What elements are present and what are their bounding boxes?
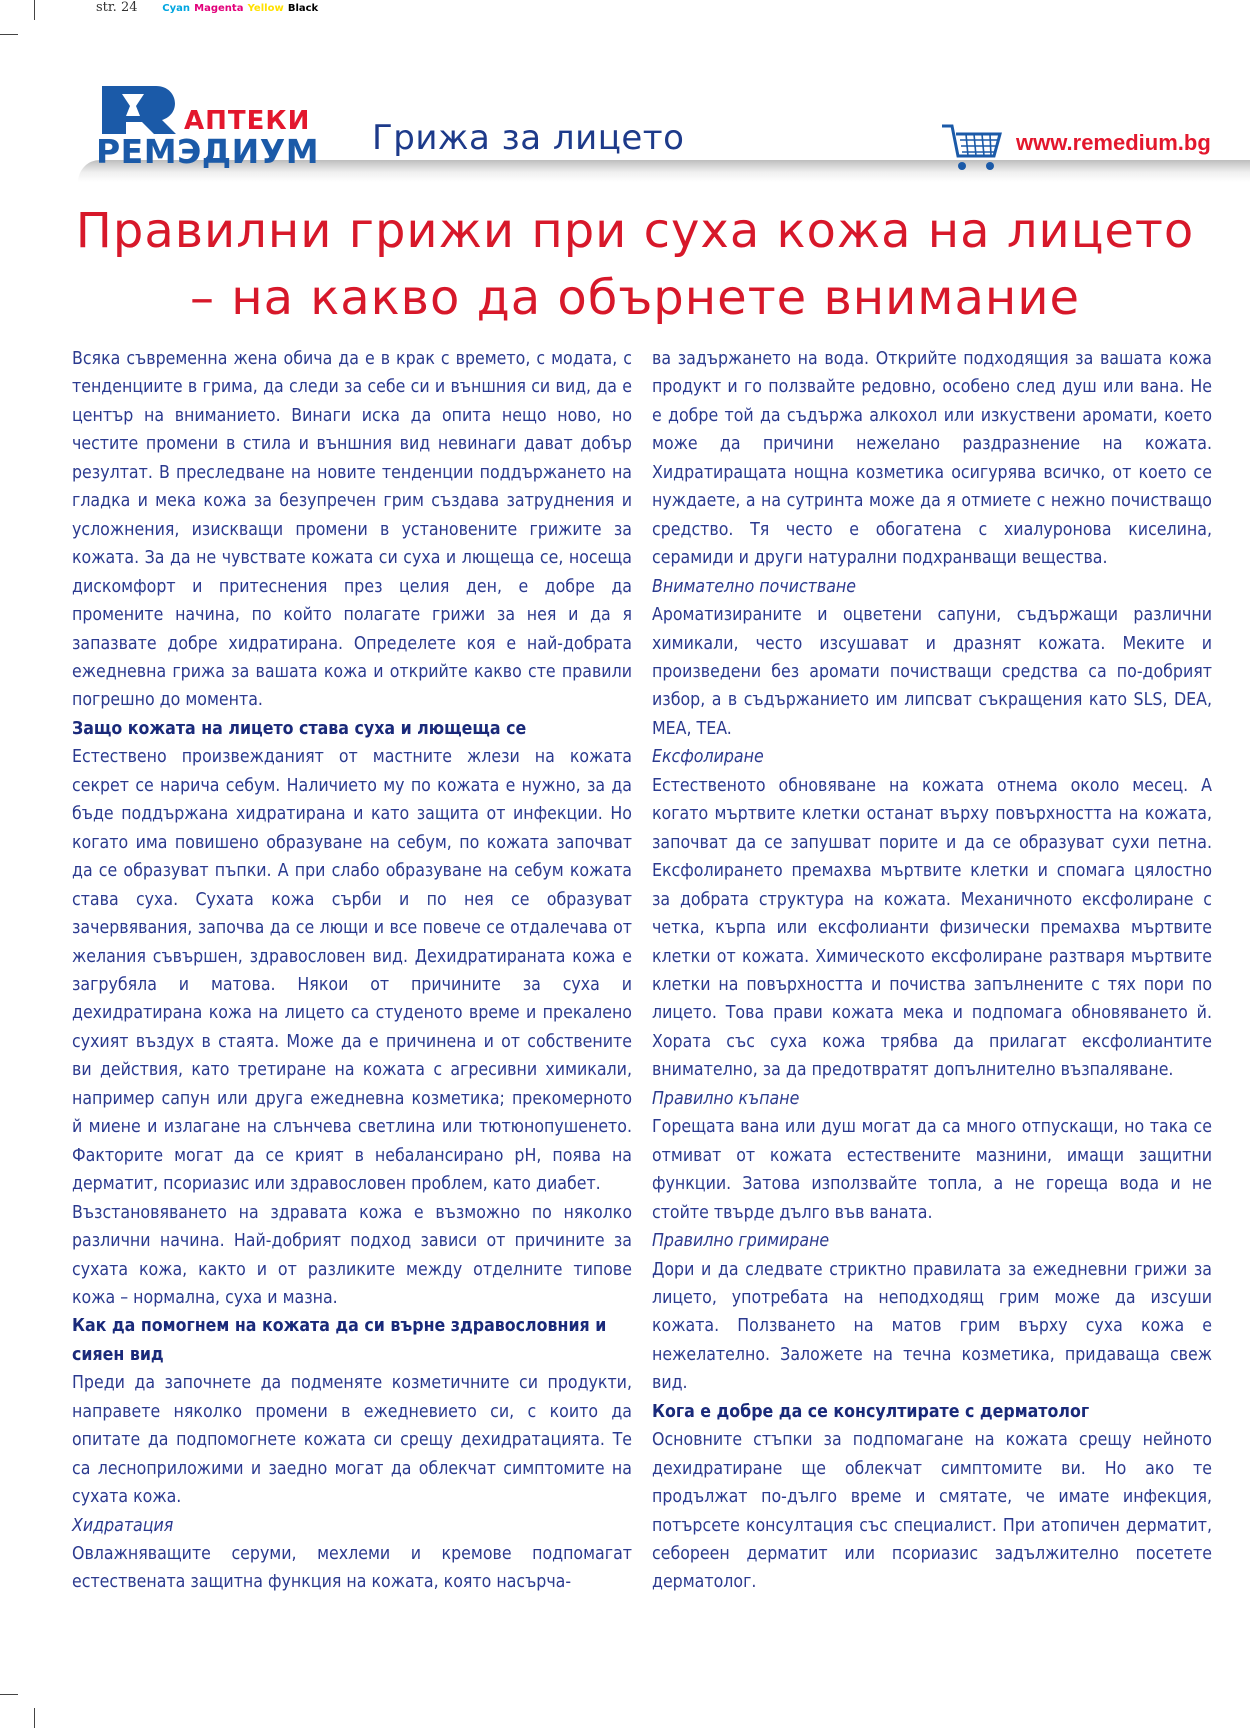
- section-title: Грижа за лицето: [372, 118, 685, 158]
- section-label: Хидратация: [72, 1515, 174, 1536]
- article-right-column: [652, 345, 1212, 1597]
- crop-mark: [0, 34, 18, 35]
- paragraph: Преди да започнете да подменяте козметичните си продукти, направете няколко промени в ежедневието си, с които да опитате да подпомогнете кожата си срещу дехидратацията. Те са лесноприложими и заедно могат да облекчат симптомите на сухата кожа.: [72, 1373, 632, 1508]
- color-bar-magenta: Magenta: [194, 3, 244, 14]
- section-label: Внимателно почистване: [652, 576, 856, 597]
- subheading: Защо кожата на лицето става суха и лющеща се: [72, 718, 527, 739]
- page-number: str. 24: [96, 0, 138, 15]
- paragraph: Горещата вана или душ могат да са много отпускащи, но така се отмиват от кожата естествените мазнини, имащи защитни функции. Затова използвайте топла, а не гореща вода и не стойте твърде дълго във ваната.: [652, 1117, 1212, 1223]
- article-title: Правилни грижи при суха кожа на лицето – на какво да обърнете внимание: [75, 203, 1195, 326]
- subheading: Как да помогнем на кожата да си върне здравословния и сияен вид: [72, 1316, 607, 1365]
- section-label: Правилно гримиране: [652, 1231, 830, 1252]
- paragraph: ва задържането на вода. Открийте подходящия за вашата кожа продукт и го ползвайте редовно, особено след душ или вана. Не е добре той да съдържа алкохол или изкуствени аромати, което може да причини нежелано раздразнение на кожата. Хидратиращата нощна козметика осигурява всичко, от което се нуждаете, а на сутринта може да я отмиете с нежно почистващо средство. Тя често е обогатена с хиалуронова киселина, серамиди и други натурални подхранващи вещества.: [652, 349, 1212, 569]
- color-bar-cyan: Cyan: [162, 3, 191, 14]
- crop-mark: [34, 1708, 35, 1728]
- article-left-column: [72, 345, 632, 1597]
- logo-r-mark: [96, 84, 188, 136]
- section-label: Правилно къпане: [652, 1088, 800, 1109]
- remedium-logo: [96, 84, 336, 170]
- paragraph: Естествено произвежданият от мастните жлези на кожата секрет се нарича себум. Наличието му по кожата е нужно, за да бъде поддържана хидратирана и като защита от инфекции. Но когато има повишено образуване на себум, по кожата започват да се образуват пъпки. А при слабо образуване на себум кожата става суха. Сухата кожа сърби и по нея се образуват зачервявания, започва да се лющи и все повече се отдалечава от желания съвършен, здравословен вид. Дехидратираната кожа е загрубяла и матова. Някои от причините за суха и дехидратирана кожа на лицето са студеното време и прекалено сухият въздух в стаята. Може да е причинена и от собствените ви действия, като третиране на кожата с агресивни химикали, например сапун или друга ежедневна козметика; прекомерното й миене и излагане на слънчева светлина или тютюнопушенето. Факторите могат да се крият в небалансирано pH, поява на дерматит, псориазис или здравословен проблем, като диабет.: [72, 747, 632, 1195]
- logo-remedium-text: РЕМЭДИУМ: [96, 132, 320, 171]
- logo-apteki-text: АПТЕКИ: [184, 106, 311, 136]
- crop-mark: [0, 1694, 18, 1695]
- color-bar-black: Black: [287, 3, 319, 14]
- section-label: Ексфолиране: [652, 747, 764, 768]
- paragraph: Дори и да следвате стриктно правилата за ежедневни грижи за лицето, употребата на неподходящ грим може да изсуши кожата. Ползването на матов грим върху суха кожа е нежелателно. Заложете на течна козметика, придаваща свеж вид.: [652, 1259, 1212, 1394]
- paragraph: Всяка съвременна жена обича да е в крак с времето, с модата, с тенденциите в грима, да следи за себе си и външния си вид, да е център на вниманието. Винаги иска да опита нещо ново, но честите промени в стила и външния вид невинаги дават добър резултат. В преследване на новите тенденции поддържането на гладка и мека кожа за безупречен грим създава затруднения и усложнения, изискващи промени в установените грижите за кожата. За да не чувствате кожата си суха и лющеща се, носеща дискомфорт и притеснения през целия ден, е добре да промените начина, по който полагате грижи за нея и да я запазвате добре хидратирана. Определете коя е най-добрата ежедневна грижа за вашата кожа и открийте какво сте правили погрешно до момента.: [72, 349, 632, 711]
- color-bar-yellow: Yellow: [247, 3, 284, 14]
- paragraph: Възстановяването на здравата кожа е възможно по няколко различни начина. Най-добрият подход зависи от причините за сухата кожа, както и от разликите между отделните типове кожа – нормална, суха и мазна.: [72, 1202, 632, 1308]
- crop-mark: [34, 0, 35, 20]
- shopping-cart-icon: [940, 122, 1002, 174]
- paragraph: Основните стъпки за подпомагане на кожата срещу нейното дехидратиране ще облекчат симптомите ви. Но ако те продължат по-дълго време и смятате, че имате инфекция, потърсете консултация със специалист. При атопичен деpматит, себорeен дерматит или псориазис задължително посетете дерматолог.: [652, 1430, 1212, 1593]
- paragraph: Овлажняващите серуми, мехлеми и кремове подпомагат естествената защитна функция на кожата, която насърча-: [72, 1544, 632, 1593]
- print-info: [96, 0, 318, 15]
- paragraph: Ароматизираните и оцветени сапуни, съдържащи различни химикали, често изсушават и дразнят кожата. Меките и произведени без аромати почистващи средства са по-добрият избор, а в съдържанието им липсват съкращения като SLS, DEA, MEA, TEA.: [652, 605, 1212, 739]
- website-link[interactable]: www.remedium.bg: [1016, 130, 1211, 155]
- subheading: Кога е добре да се консултирате с дерматолог: [652, 1401, 1090, 1422]
- paragraph: Естественото обновяване на кожата отнема около месец. А когато мъртвите клетки останат върху повърхността на кожата, започват да се запушват порите и да се образуват сухи петна. Ексфолирането премахва мъртвите клетки и спомага цялостно за добрата структура на кожата. Механичното ексфолиране с четка, кърпа или ексфолианти физически премахва мъртвите клетки от кожата. Химическото ексфолиране разтваря мъртвите клетки на повърхността и почиства запълнените с тях пори по лицето. Това прави кожата мека и подпомага обновяването й. Хората със суха кожа трябва да прилагат ексфолиантите внимателно, за да предотвратят допълнително възпаляване.: [652, 775, 1212, 1081]
